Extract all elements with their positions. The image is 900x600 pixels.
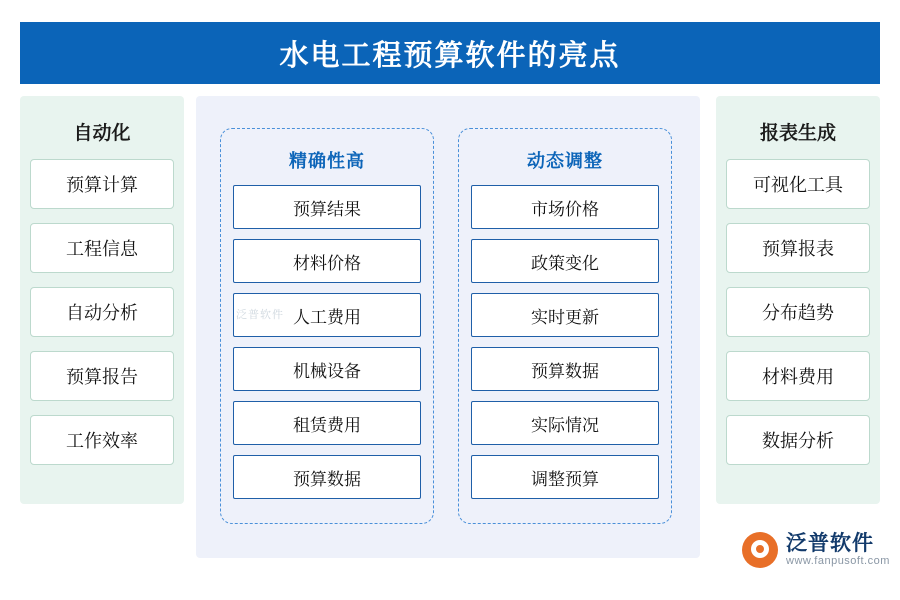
orange-circle-logo-icon bbox=[742, 532, 778, 568]
list-item[interactable]: 工作效率 bbox=[30, 415, 174, 465]
right-column bbox=[716, 96, 880, 504]
list-item[interactable]: 预算数据 bbox=[233, 455, 421, 499]
list-item[interactable]: 分布趋势 bbox=[726, 287, 870, 337]
left-column bbox=[20, 96, 184, 504]
list-item[interactable]: 预算数据 bbox=[471, 347, 659, 391]
center-card-title: 动态调整 bbox=[527, 151, 603, 171]
list-item[interactable]: 政策变化 bbox=[471, 239, 659, 283]
list-item[interactable]: 预算结果 bbox=[233, 185, 421, 229]
list-item[interactable]: 自动分析 bbox=[30, 287, 174, 337]
brand-logo bbox=[742, 532, 890, 568]
center-card-accuracy bbox=[220, 128, 434, 524]
list-item[interactable]: 租赁费用 bbox=[233, 401, 421, 445]
list-item[interactable]: 市场价格 bbox=[471, 185, 659, 229]
list-item[interactable]: 机械设备 bbox=[233, 347, 421, 391]
right-column-title: 报表生成 bbox=[759, 123, 836, 144]
list-item[interactable]: 预算报告 bbox=[30, 351, 174, 401]
list-item[interactable]: 材料费用 bbox=[726, 351, 870, 401]
list-item[interactable]: 可视化工具 bbox=[726, 159, 870, 209]
left-column-title: 自动化 bbox=[73, 123, 131, 144]
list-item[interactable]: 数据分析 bbox=[726, 415, 870, 465]
list-item[interactable]: 实际情况 bbox=[471, 401, 659, 445]
list-item[interactable]: 实时更新 bbox=[471, 293, 659, 337]
list-item[interactable]: 预算计算 bbox=[30, 159, 174, 209]
page-title: 水电工程预算软件的亮点 bbox=[279, 39, 621, 72]
list-item[interactable]: 材料价格 bbox=[233, 239, 421, 283]
list-item[interactable]: 工程信息 bbox=[30, 223, 174, 273]
brand-url: www.fanpusoft.com bbox=[786, 555, 890, 568]
brand-logo-texts bbox=[786, 533, 890, 567]
list-item[interactable]: 预算报表 bbox=[726, 223, 870, 273]
watermark-text: 泛普软件 bbox=[236, 309, 284, 321]
list-item[interactable]: 人工费用 bbox=[233, 293, 421, 337]
page-title-banner bbox=[20, 22, 880, 84]
list-item[interactable]: 调整预算 bbox=[471, 455, 659, 499]
center-card-dynamic bbox=[458, 128, 672, 524]
brand-name: 泛普软件 bbox=[786, 531, 874, 555]
center-panel bbox=[196, 96, 700, 558]
center-card-title: 精确性高 bbox=[289, 151, 365, 171]
